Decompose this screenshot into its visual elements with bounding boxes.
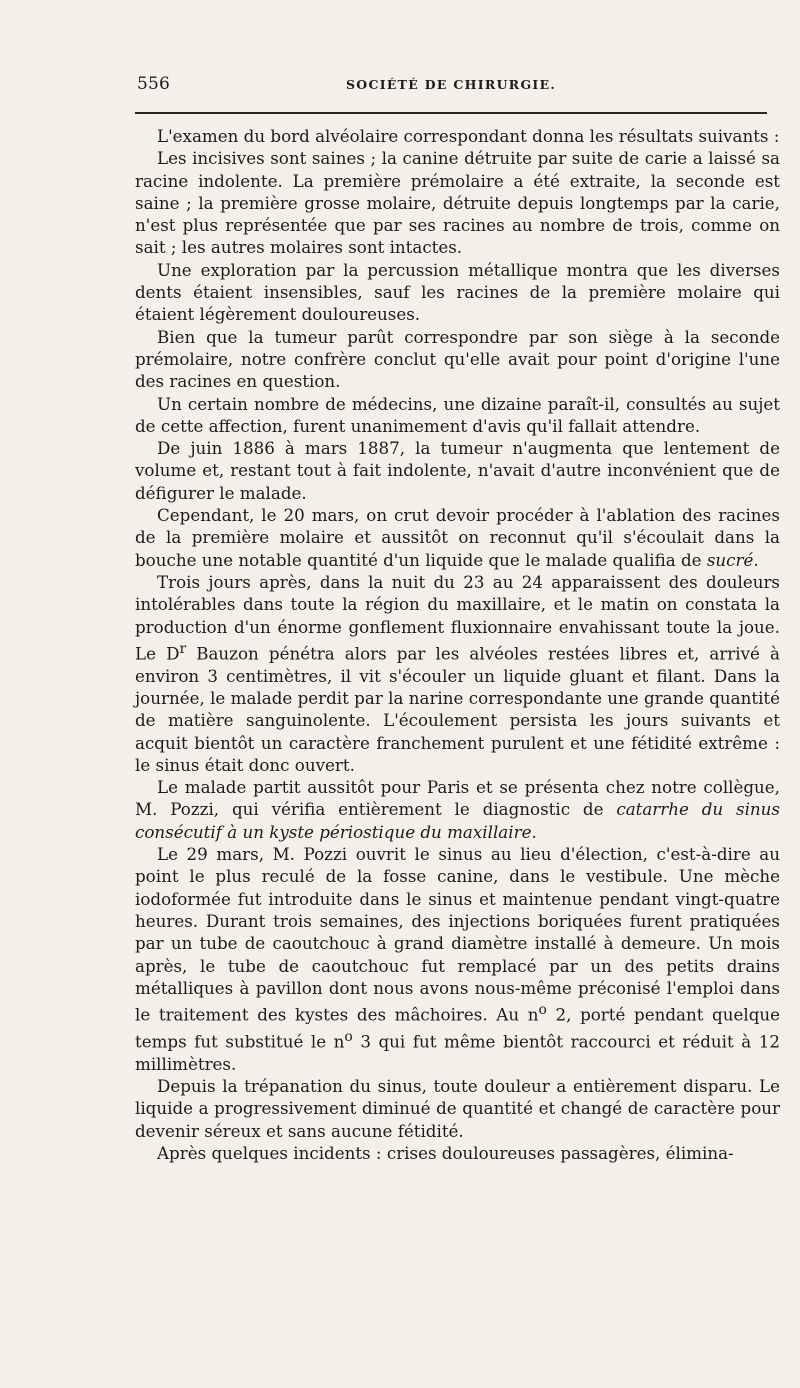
page-header xyxy=(135,72,767,100)
paragraph xyxy=(135,147,780,258)
superscript: r xyxy=(179,640,187,657)
paragraph xyxy=(135,843,780,1075)
paragraph-text: 2, porté pendant quelque temps fut substitué le n xyxy=(135,1004,781,1052)
paragraph xyxy=(135,437,780,504)
paragraph xyxy=(135,393,780,438)
paragraph xyxy=(135,1142,780,1164)
paragraph xyxy=(135,259,780,326)
paragraph xyxy=(135,571,780,776)
paragraph xyxy=(135,776,780,843)
paragraph-text: 3 qui fut même bientôt raccourci et réduit à 12 millimètres. xyxy=(135,1031,780,1074)
paragraph-text: Depuis la trépanation du sinus, toute douleur a entièrement disparu. Le liquide a progressivement diminué de quantité et changé de caractère pour devenir séreux et sans aucune fétidité. xyxy=(135,1076,780,1141)
paragraph-text: Le malade partit aussitôt pour Paris et se présenta chez notre collègue, M. Pozzi, qui vérifia entièrement le diagnostic de xyxy=(135,777,780,820)
paragraph-text: Les incisives sont saines ; la canine détruite par suite de carie a laissé sa racine indolente. La première prémolaire a été extraite, la seconde est saine ; la première grosse molaire, détruite depuis longtemps par la carie, n'est plus représentée que par ses racines au nombre de trois, comme on sait ; les autres molaires sont intactes. xyxy=(135,148,780,258)
superscript: o xyxy=(344,1029,353,1045)
italic-diagnosis: catarrhe du sinus consécutif à un kyste périostique du maxillaire xyxy=(135,799,780,842)
paragraph xyxy=(135,326,780,393)
paragraph-text: De juin 1886 à mars 1887, la tumeur n'augmenta que lentement de volume et, restant tout à fait indolente, n'avait d'autre inconvénient que de défigurer le malade. xyxy=(135,438,780,503)
paragraph xyxy=(135,504,780,571)
italic-term: sucré xyxy=(706,549,754,570)
paragraph-text: L'examen du bord alvéolaire correspondant donna les résultats suivants : xyxy=(157,126,780,146)
paragraph-text: Bauzon pénétra alors par les alvéoles restées libres et, arrivé à environ 3 centimètres, il vit s'écouler un liquide gluant et filant. Dans la journée, le malade perdit par la narine correspondante une grande quantité de matière sanguinolente. L'écoulement persista les jours suivants et acquit bientôt un caractère franchement purulent et une fétidité extrême : le sinus était donc ouvert. xyxy=(135,643,780,775)
paragraph-text: Un certain nombre de médecins, une dizaine paraît-il, consultés au sujet de cette affection, furent unanimement d'avis qu'il fallait attendre. xyxy=(135,393,780,436)
page-number: 556 xyxy=(137,74,171,94)
running-title: SOCIÉTÉ DE CHIRURGIE. xyxy=(345,77,557,92)
paragraph-text: . xyxy=(531,821,537,842)
paragraph-text: Cependant, le 20 mars, on crut devoir procéder à l'ablation des racines de la première molaire et aussitôt on reconnut qu'il s'écoulait dans la bouche une notable quantité d'un liquide que le malade qualifia de xyxy=(135,505,780,570)
paragraph-text: Bien que la tumeur parût correspondre par son siège à la seconde prémolaire, notre confrère conclut qu'elle avait pour point d'origine l'une des racines en question. xyxy=(135,326,780,392)
superscript: o xyxy=(538,1002,547,1019)
paragraph-text: Après quelques incidents : crises douloureuses passagères, élimina- xyxy=(157,1143,734,1164)
paragraph-text: Une exploration par la percussion métallique montra que les diverses dents étaient insensibles, sauf les racines de la première molaire qui étaient légèrement douloureuses. xyxy=(135,259,780,325)
header-rule xyxy=(135,112,767,114)
paragraph xyxy=(135,125,780,147)
paragraph-text: Trois jours après, dans la nuit du 23 au 24 apparaissent des douleurs intolérables dans toute la région du maxillaire, et le matin on constata la production d'un énorme gonflement fluxionnaire envahissant toute la joue. Le D xyxy=(135,571,780,664)
paragraph-text: Le 29 mars, M. Pozzi ouvrit le sinus au lieu d'élection, c'est-à-dire au point le plus reculé de la fosse canine, dans le vestibule. Une mèche iodoformée fut introduite dans le sinus et maintenue pendant vingt-quatre heures. Durant trois semaines, des injections boriquées furent pratiquées par un tube de caoutchouc à grand diamètre installé à demeure. Un mois après, le tube de caoutchouc fut remplacé par un des petits drains métalliques à pavillon dont nous avons nous-même préconisé l'emploi dans le traitement des kystes des mâchoires. Au n xyxy=(135,844,780,1025)
body-text xyxy=(135,125,780,1164)
paragraph xyxy=(135,1075,780,1142)
paragraph-text: . xyxy=(753,549,759,570)
